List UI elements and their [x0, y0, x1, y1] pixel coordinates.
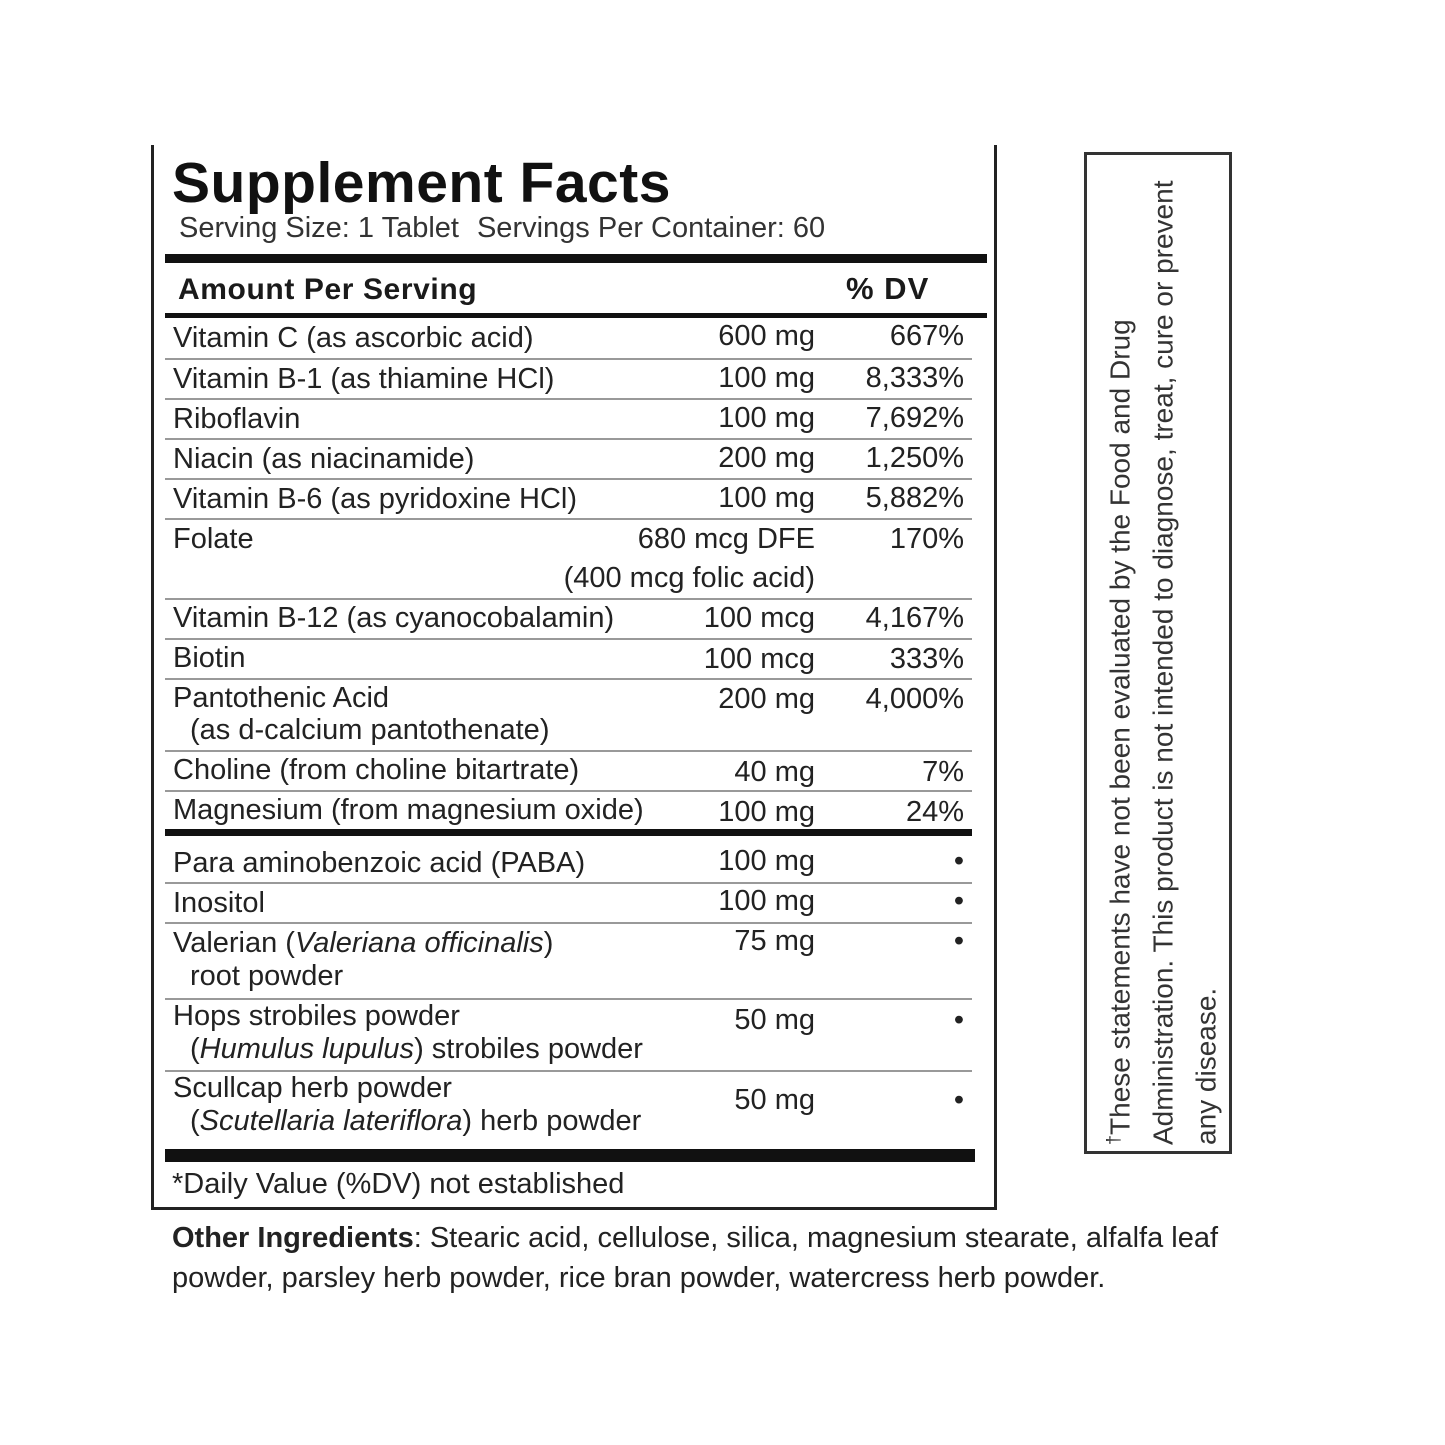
- table-row: [165, 438, 972, 478]
- nutrient-name: Vitamin C (as ascorbic acid): [173, 322, 534, 354]
- nutrient-amount: 680 mcg DFE: [637, 523, 815, 555]
- nutrient-dv: 5,882%: [865, 482, 964, 514]
- ingredient-dv: •: [953, 845, 964, 877]
- table-row: [165, 842, 972, 882]
- table-row: [165, 998, 972, 1070]
- disclaimer-text: These statements have not been evaluated by the Food and Drug Administration. This product is not intended to diagnose, treat, cure or prevent any disease.: [1104, 180, 1222, 1145]
- ingredient-name-detail: (Scutellaria lateriflora) herb powder: [190, 1105, 642, 1137]
- ingredient-name-detail: (Humulus lupulus) strobiles powder: [190, 1033, 643, 1065]
- footnote: *Daily Value (%DV) not established: [172, 1168, 625, 1200]
- table-row: [165, 518, 972, 598]
- table-row: [165, 358, 972, 398]
- botanical-name: Scutellaria lateriflora: [199, 1105, 463, 1137]
- nutrient-dv: 7,692%: [865, 402, 964, 434]
- nutrient-amount: 100 mcg: [703, 602, 815, 634]
- nutrient-name: Vitamin B-12 (as cyanocobalamin): [173, 602, 615, 634]
- nutrient-dv: 8,333%: [865, 362, 964, 394]
- table-row: [165, 398, 972, 438]
- nutrient-amount: 40 mg: [734, 756, 815, 788]
- table-row: [165, 638, 972, 678]
- nutrient-dv: 170%: [889, 523, 964, 555]
- nutrient-amount: 100 mcg: [703, 643, 815, 675]
- nutrient-name: Choline (from choline bitartrate): [173, 754, 580, 786]
- nutrient-amount: 600 mg: [718, 320, 815, 352]
- table-row: [165, 922, 972, 998]
- ingredient-name: Para aminobenzoic acid (PABA): [173, 847, 586, 879]
- ingredient-name-detail: root powder: [190, 960, 344, 992]
- table-row: [165, 790, 972, 830]
- divider-section: [165, 829, 972, 836]
- other-ingredients-text: : Stearic acid, cellulose, silica, magnesium stearate, alfalfa leaf powder, parsley herb powder, rice bran powder, watercress herb powder.: [172, 1222, 1219, 1294]
- nutrient-dv: 7%: [922, 756, 964, 788]
- ingredient-name: Scullcap herb powder: [173, 1072, 452, 1104]
- botanical-name: Valeriana officinalis: [294, 927, 544, 959]
- table-row: [165, 1070, 972, 1150]
- ingredient-dv: •: [953, 1004, 964, 1036]
- ingredient-name: Hops strobiles powder: [173, 1000, 460, 1032]
- nutrient-amount: 100 mg: [718, 402, 815, 434]
- nutrient-amount: 100 mg: [718, 796, 815, 828]
- table-row: [165, 750, 972, 790]
- nutrient-dv: 667%: [889, 320, 964, 352]
- table-row: [165, 478, 972, 518]
- serving-size: Serving Size: 1 Tablet: [179, 212, 459, 244]
- nutrient-amount: 100 mg: [718, 362, 815, 394]
- nutrient-name: Pantothenic Acid: [173, 682, 390, 714]
- divider-bottom: [165, 1149, 975, 1162]
- nutrient-dv: 1,250%: [865, 442, 964, 474]
- table-row: [165, 318, 972, 358]
- ingredient-name: Valerian (Valeriana officinalis): [173, 927, 554, 959]
- nutrient-amount: 100 mg: [718, 482, 815, 514]
- divider-thick: [165, 254, 987, 263]
- ingredient-amount: 75 mg: [734, 925, 815, 957]
- nutrient-name: Biotin: [173, 642, 246, 674]
- nutrient-dv: 24%: [905, 796, 964, 828]
- ingredient-dv: •: [953, 885, 964, 917]
- ingredient-amount: 50 mg: [734, 1004, 815, 1036]
- nutrient-name: Riboflavin: [173, 403, 301, 435]
- nutrient-dv: 333%: [889, 643, 964, 675]
- other-ingredients: [172, 1218, 1312, 1298]
- nutrient-amount-detail: (400 mcg folic acid): [563, 562, 815, 594]
- nutrient-name: Magnesium (from magnesium oxide): [173, 794, 644, 826]
- ingredient-amount: 50 mg: [734, 1084, 815, 1116]
- nutrient-amount: 200 mg: [718, 442, 815, 474]
- nutrient-name: Vitamin B-1 (as thiamine HCl): [173, 363, 555, 395]
- ingredient-dv: •: [953, 925, 964, 957]
- page-title: Supplement Facts: [172, 151, 671, 215]
- nutrient-name: Vitamin B-6 (as pyridoxine HCl): [173, 483, 577, 515]
- ingredient-amount: 100 mg: [718, 845, 815, 877]
- ingredient-amount: 100 mg: [718, 885, 815, 917]
- table-row: [165, 598, 972, 638]
- nutrient-name-detail: (as d-calcium pantothenate): [190, 714, 550, 746]
- header-daily-value: % DV: [846, 271, 930, 306]
- other-ingredients-label: Other Ingredients: [172, 1222, 414, 1254]
- botanical-name: Humulus lupulus: [199, 1033, 415, 1065]
- nutrient-name: Folate: [173, 523, 254, 555]
- nutrient-amount: 200 mg: [718, 683, 815, 715]
- nutrient-name: Niacin (as niacinamide): [173, 443, 475, 475]
- nutrient-dv: 4,167%: [865, 602, 964, 634]
- header-amount-per-serving: Amount Per Serving: [178, 273, 478, 306]
- table-row: [165, 882, 972, 922]
- ingredient-dv: •: [953, 1084, 964, 1116]
- dagger-mark: †: [1103, 1134, 1124, 1145]
- fda-disclaimer: [1092, 165, 1227, 1145]
- serving-info: [179, 212, 825, 245]
- servings-per-container: Servings Per Container: 60: [476, 212, 826, 244]
- table-row: [165, 678, 972, 750]
- nutrient-dv: 4,000%: [865, 683, 964, 715]
- ingredient-name: Inositol: [173, 887, 265, 919]
